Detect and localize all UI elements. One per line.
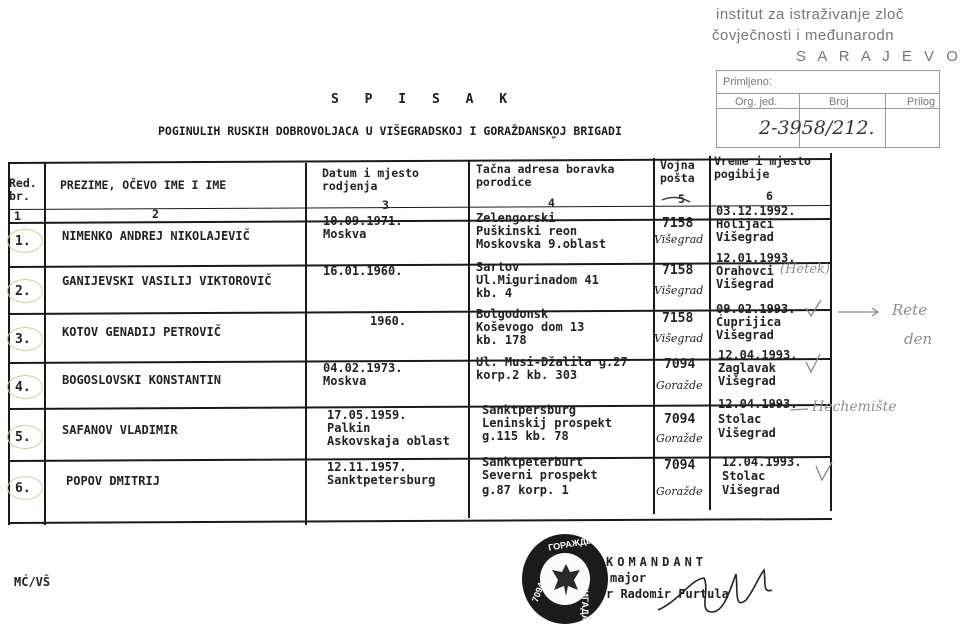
row-post-note: Goražde (656, 432, 703, 445)
registration-number: 2-3958/212. (759, 117, 875, 139)
row-post: 7158 (662, 216, 694, 231)
row-birth-date: 1960. (370, 314, 407, 328)
row-address-line3: g.87 korp. 1 (482, 483, 569, 497)
seal-text-top: ГОРАЖДЕ (547, 535, 593, 553)
row-post-note: Višegrad (654, 233, 704, 246)
pencil-note-margin-1: Rete (892, 301, 928, 319)
row-post-note: Višegrad (654, 332, 704, 345)
seal-text-number: 7094 (530, 581, 547, 604)
row-name: KOTOV GENADIJ PETROVIČ (62, 325, 221, 339)
row-number: 1. (15, 234, 31, 249)
pencil-note-row5: Hechemište (812, 399, 897, 415)
col-number-3: 3 (382, 198, 389, 212)
row-post: 7094 (664, 458, 696, 473)
row-name: BOGOSLOVSKI KONSTANTIN (62, 373, 221, 387)
row-number: 2. (15, 284, 31, 299)
row-post-note: Višegrad (654, 284, 704, 297)
row-death-date: 12.01.1993. (716, 251, 796, 265)
footer-initials: MĆ/VŠ (14, 575, 51, 589)
row-address-line3: kb. 4 (476, 286, 513, 300)
col-number-5: 5 (678, 192, 685, 206)
row-death-date: 12.04.1993. (718, 397, 798, 411)
title-dash: ˇ (550, 135, 558, 149)
row-address-line1: Sanktpeterburt (482, 455, 584, 469)
header-death-line2: pogibije (714, 167, 770, 181)
row-birth-date: 10.09.1971. (323, 214, 403, 228)
document-subtitle: POGINULIH RUSKIH DOBROVOLJACA U VIŠEGRADSKOJ I GORAŽDANSKOJ BRIGADI (158, 124, 622, 138)
row-number: 5. (15, 430, 31, 445)
row-post: 7094 (664, 412, 696, 427)
row-address-line1: Sartov (476, 260, 520, 274)
row-birth-date: 12.11.1957. (327, 460, 407, 474)
header-death-line1: Vreme i mjesto (714, 154, 811, 168)
row-address-line3: kb. 178 (476, 333, 527, 347)
row-death-municipality: Višegrad (718, 426, 776, 440)
commander-rank: major (610, 571, 647, 585)
header-address-line1: Tačna adresa boravka (476, 162, 615, 176)
row-death-date: 09.02.1993. (716, 302, 796, 316)
row-death-date: 12.04.1993. (722, 455, 802, 469)
row-death-municipality: Višegrad (716, 328, 774, 342)
row-birth-place: Moskva (323, 374, 367, 388)
row-address-line2: Leninskij prospekt (482, 416, 613, 430)
row-birth-place: Moskva (323, 227, 367, 241)
row-address-line3: g.115 kb. 78 (482, 429, 569, 443)
row-birth-date: 04.02.1973. (323, 361, 403, 375)
pencil-note-row2: (Hetek) (780, 262, 830, 277)
row-death-municipality: Višegrad (718, 374, 776, 388)
row-birth-region: Askovskaja oblast (327, 434, 450, 448)
seal-text-side: БРИГАДА (580, 578, 590, 622)
row-address-line3: Moskovska 9.oblast (476, 237, 607, 251)
header-post-line2: pošta (660, 171, 695, 185)
row-number: 6. (15, 481, 31, 496)
row-address-line2: Koševogo dom 13 (476, 320, 585, 334)
row-death-place: Ćuprijica (716, 315, 782, 329)
row-birth-place: Palkin (327, 421, 371, 435)
row-address-line2: korp.2 kb. 303 (476, 368, 578, 382)
row-death-place: Stolac (718, 412, 762, 426)
handwritten-signature (650, 560, 780, 625)
row-death-municipality: Višegrad (716, 277, 774, 291)
row-address-line1: Zelengorski (476, 211, 556, 225)
header-birth-line2: rodjenja (322, 179, 378, 193)
row-death-place: Stolac (722, 469, 766, 483)
row-death-municipality: Višegrad (722, 483, 780, 497)
row-number: 3. (15, 332, 31, 347)
row-death-municipality: Višegrad (716, 230, 774, 244)
attachment-label: Prilog (907, 96, 936, 108)
commander-name: r Radomir Furtula (606, 587, 729, 601)
col-number-4: 4 (548, 196, 555, 210)
row-death-place: Zaglavak (718, 361, 776, 375)
row-name: SAFANOV VLADIMIR (62, 423, 178, 437)
institution-name-line1: institut za istraživanje zloč (716, 6, 904, 23)
eagle-emblem-icon (548, 562, 584, 598)
header-address-line2: porodice (476, 175, 532, 189)
number-label: Broj (829, 96, 849, 108)
institution-name-line2: čovječnosti i međunarodn (712, 27, 895, 44)
pencil-note-margin-2: den (904, 330, 933, 348)
row-post: 7094 (664, 357, 696, 372)
org-unit-label: Org. jed. (735, 96, 778, 108)
row-name: NIMENKO ANDREJ NIKOLAJEVIČ (62, 229, 250, 243)
received-label: Primljeno: (723, 76, 772, 88)
row-death-place: Orahovci (716, 264, 774, 278)
row-birth-date: 17.05.1959. (327, 408, 407, 422)
row-post: 7158 (662, 311, 694, 326)
row-address-line1: Ul. Musi-Džalila g.27 (476, 355, 628, 369)
row-birth-date: 16.01.1960. (323, 264, 403, 278)
row-address-line2: Severni prospekt (482, 468, 598, 482)
row-address-line1: Bolgodonsk (476, 307, 549, 321)
row-address-line2: Puškinski reon (476, 224, 578, 238)
row-name: POPOV DMITRIJ (66, 474, 160, 488)
document-title: S P I S A K (331, 92, 517, 107)
institution-city: S A R A J E V O (796, 48, 962, 65)
header-no-line1: Red. (9, 176, 37, 190)
col-number-1: 1 (14, 209, 21, 223)
row-death-date: 12.04.1993. (718, 348, 798, 362)
col-number-2: 2 (152, 207, 159, 221)
row-number: 4. (15, 380, 31, 395)
header-birth-line1: Datum i mjesto (322, 166, 419, 180)
row-post: 7158 (662, 263, 694, 278)
row-birth-place: Sanktpetersburg (327, 473, 436, 487)
row-post-note: Goražde (656, 379, 703, 392)
header-post-line1: Vojna (660, 158, 695, 172)
row-death-place: Holijaci (716, 217, 774, 231)
row-address-line2: Ul.Migurinadom 41 (476, 273, 599, 287)
header-no-line2: br. (9, 189, 30, 203)
row-post-note: Goražde (656, 485, 703, 498)
col-number-6: 6 (766, 189, 773, 203)
row-name: GANIJEVSKI VASILIJ VIKTOROVIČ (62, 274, 272, 288)
header-name: PREZIME, OČEVO IME I IME (60, 178, 227, 192)
row-death-date: 03.12.1992. (716, 204, 796, 218)
row-address-line1: Sanktpersburg (482, 403, 576, 417)
commander-title: KOMANDANT (606, 555, 708, 569)
